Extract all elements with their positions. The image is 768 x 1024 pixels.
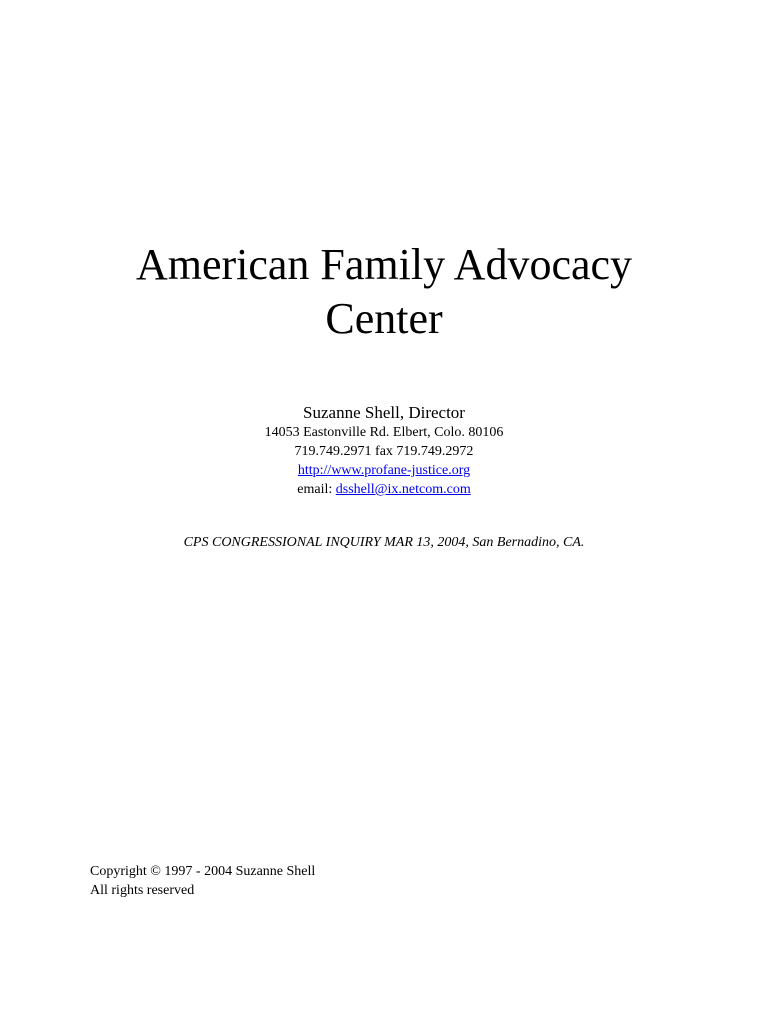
phone-fax: 719.749.2971 fax 719.749.2972 bbox=[294, 444, 474, 459]
page-title bbox=[0, 238, 768, 346]
rights-line: All rights reserved bbox=[90, 883, 195, 898]
mailing-address: 14053 Eastonville Rd. Elbert, Colo. 80106 bbox=[264, 425, 504, 440]
email-link[interactable]: dsshell@ix.netcom.com bbox=[335, 482, 471, 497]
copyright-line: Copyright © 1997 - 2004 Suzanne Shell bbox=[90, 864, 316, 879]
copyright-notice bbox=[90, 862, 315, 900]
website-link[interactable]: http://www.profane-justice.org bbox=[297, 463, 471, 478]
website-row bbox=[0, 461, 768, 480]
director-name: Suzanne Shell, Director bbox=[303, 403, 465, 422]
inquiry-heading: CPS CONGRESSIONAL INQUIRY MAR 13, 2004, San Bernadino, CA. bbox=[183, 535, 585, 550]
title-line-1: American Family Advocacy bbox=[135, 240, 633, 289]
title-line-2: Center bbox=[325, 294, 443, 343]
email-row bbox=[0, 480, 768, 499]
email-label: email: bbox=[297, 482, 333, 497]
contact-block bbox=[0, 402, 768, 499]
